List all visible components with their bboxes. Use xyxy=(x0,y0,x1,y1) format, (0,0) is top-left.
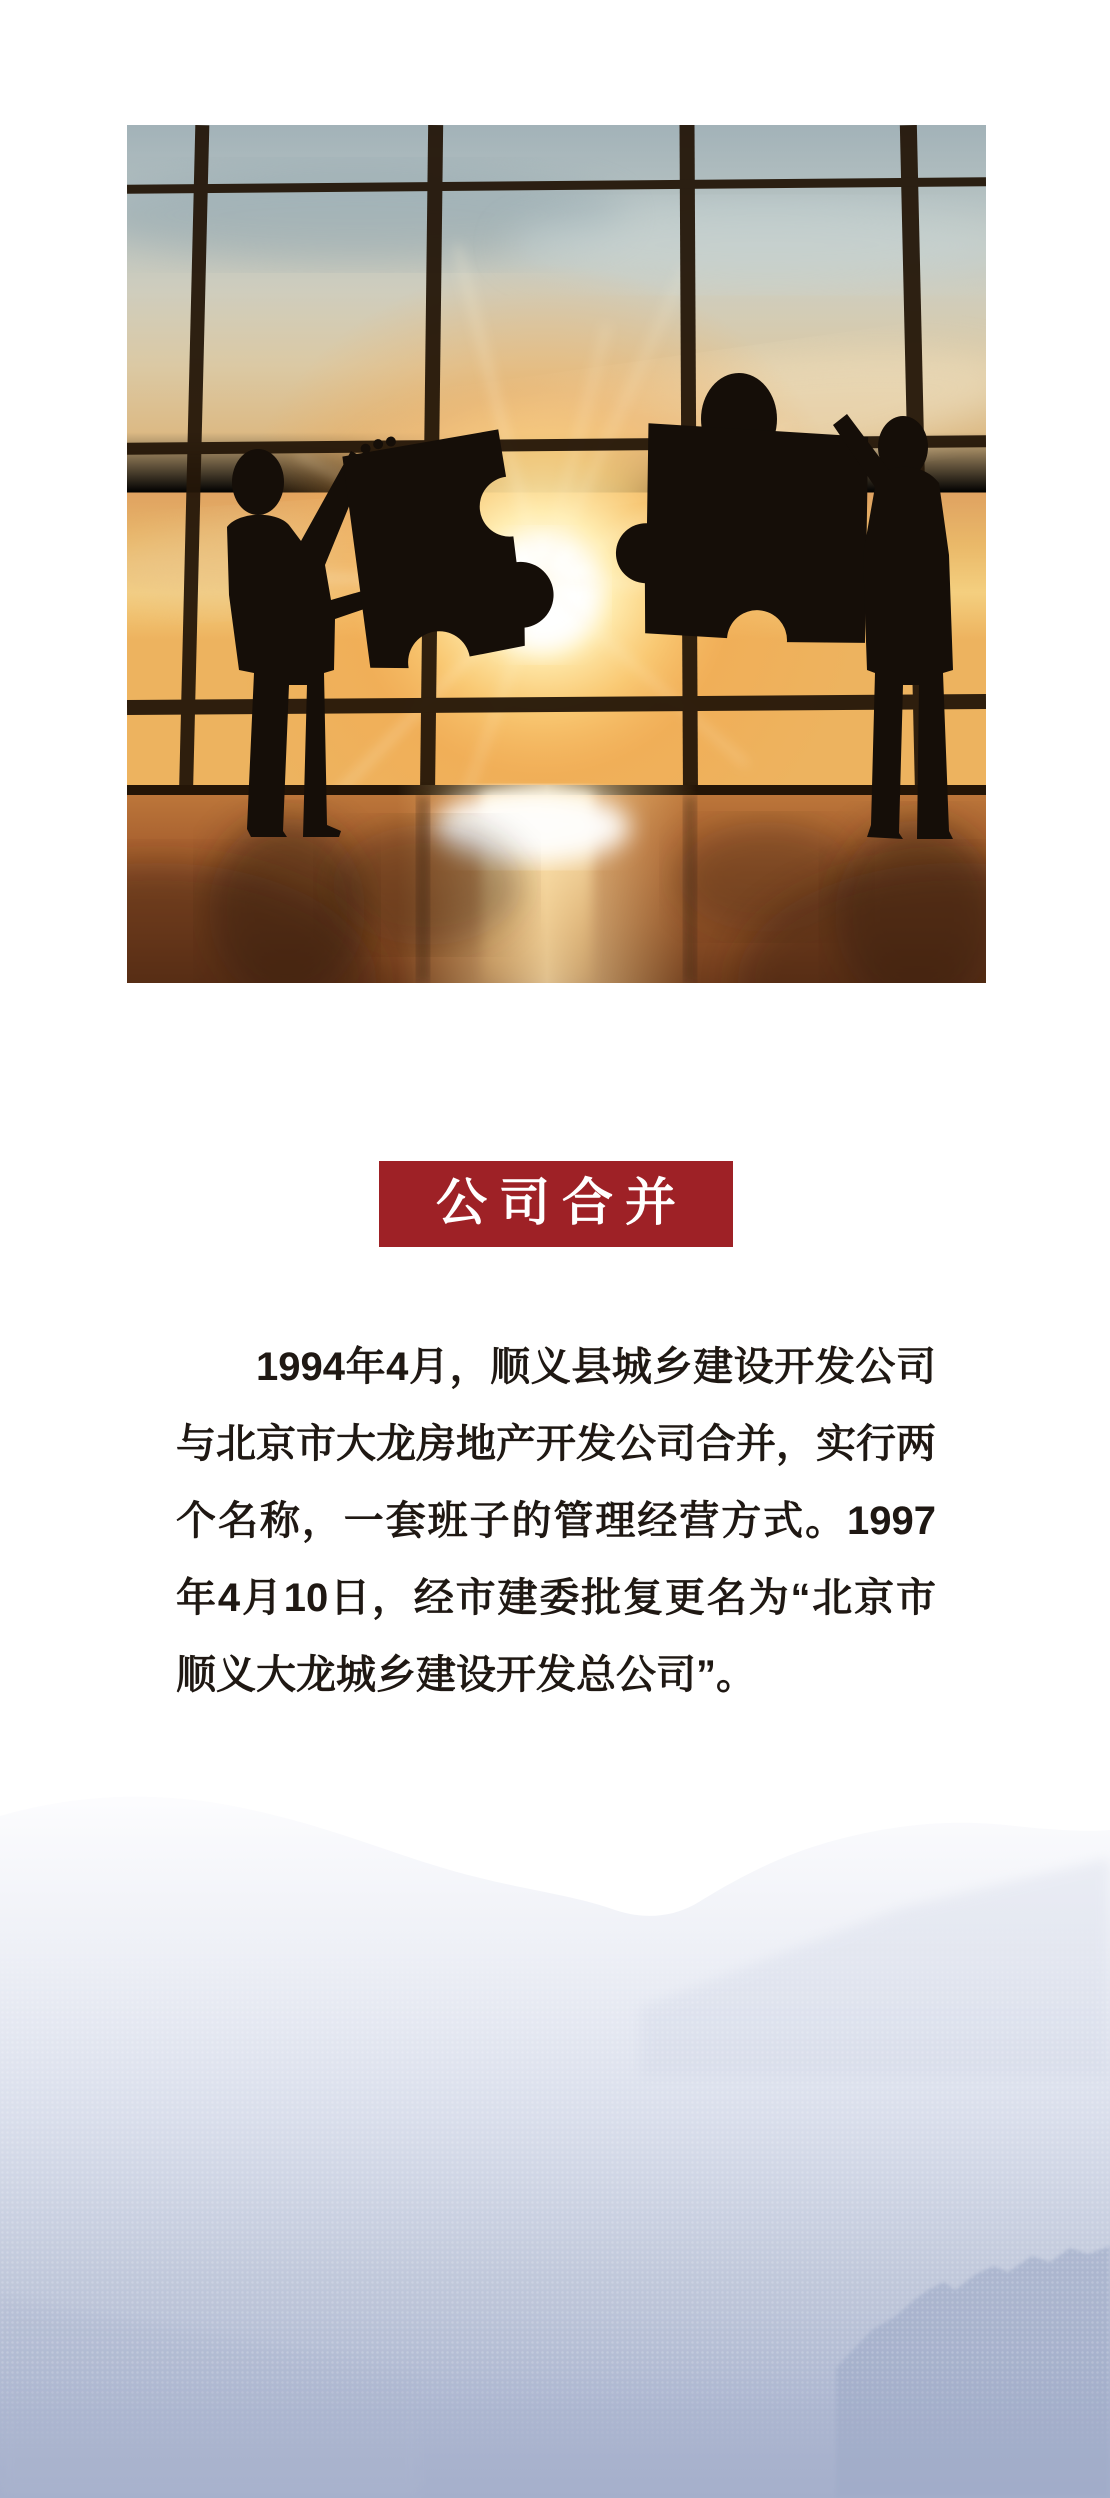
body-paragraph xyxy=(176,1329,936,1714)
paragraph-line: 个名称，一套班子的管理经营方式。1997 xyxy=(176,1499,936,1543)
section-title: 公司合并 xyxy=(435,1176,688,1232)
paragraph-line: 与北京市大龙房地产开发公司合并，实行两 xyxy=(176,1422,936,1466)
mountain-mist-svg xyxy=(0,1738,1110,2498)
paragraph-line: 年4月10日，经市建委批复更名为“北京市 xyxy=(176,1576,936,1620)
paragraph-line: 顺义大龙城乡建设开发总公司”。 xyxy=(176,1653,756,1697)
mountain-mist-graphic xyxy=(0,1738,1110,2498)
section-title-banner xyxy=(379,1161,733,1247)
right-puzzle-piece xyxy=(613,422,872,645)
merger-photo-graphic xyxy=(127,125,986,983)
paragraph-line: 1994年4月，顺义县城乡建设开发公司 xyxy=(256,1345,936,1389)
merger-photo xyxy=(127,125,986,983)
